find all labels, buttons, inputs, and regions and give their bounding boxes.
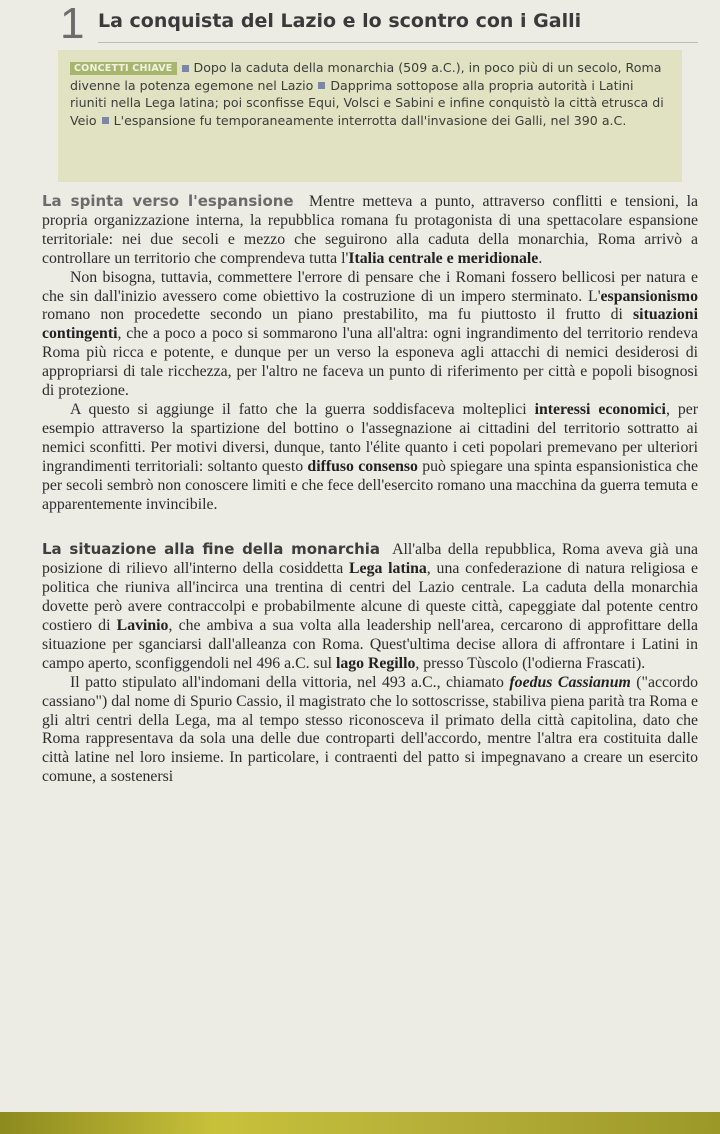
keyword: interessi economici (534, 400, 666, 418)
bullet-square-icon (318, 82, 325, 89)
text-run: , che ambiva a sua volta alla leadership nell'area, cercarono di approfittare della situazione per sganciarsi dall'alleanza con Roma. Quest'ultima decise allora di affrontare i Latini in campo aperto, sconfiggendoli nel 496 a.C. sul (42, 617, 698, 672)
paragraph (42, 674, 698, 787)
text-run: può spiegare una spinta espansionistica che per secoli sembrò non conoscere limiti e che fece dell'esercito romano una macchina da guerra temuta e apparentemente invincibile. (42, 457, 699, 513)
keyword: Lega latina (349, 560, 427, 578)
keyword: Italia centrale e meridionale (348, 249, 539, 267)
bullet-square-icon (182, 65, 189, 72)
chapter-number: 1 (60, 0, 85, 48)
bullet-square-icon (102, 117, 109, 124)
paragraph (42, 540, 698, 673)
text-run: romano non procedette secondo un piano prestabilito, ma fu piuttosto il frutto di (42, 306, 634, 324)
body-text (42, 192, 698, 787)
text-run: All'alba della repubblica, Roma aveva già una posizione di rilievo all'interno della cosiddetta (42, 541, 698, 578)
text-run: , una confederazione di natura religiosa e politica che riuniva all'incirca una trentina di centri del Lazio centrale. La caduta della monarchia dovette però avere contraccolpi e probabilmente alcune di queste città, capeggiate dal potente centro costiero di (42, 560, 699, 635)
keyword: diffuso consenso (307, 457, 418, 475)
text-run: A questo si aggiunge il fatto che la guerra soddisfaceva molteplici (70, 400, 535, 418)
keyword: foedus Cassianum (509, 673, 631, 691)
paragraph (42, 269, 698, 401)
key-concepts-box (58, 50, 682, 182)
page-title: La conquista del Lazio e lo scontro con i Galli (98, 10, 698, 43)
text-run: Il patto stipulato all'indomani della vittoria, nel 493 a.C., chiamato (70, 673, 510, 691)
section-heading: La situazione alla fine della monarchia (42, 540, 381, 559)
keyword: espansionismo (600, 287, 698, 305)
text-run: , per esempio attraverso la spartizione del bottino o l'assegnazione ai cittadini del territorio sottratto ai nemici sconfitti. Per motivi diversi, dunque, tanto l'élite quanto i ceti popolari premevano per ulteriori ingrandimenti territoriali: soltanto questo (42, 400, 698, 475)
key-concept-item: L'espansione fu temporaneamente interrotta dall'invasione dei Galli, nel 390 a.C. (113, 112, 627, 128)
text-run: Mentre metteva a punto, attraverso conflitti e tensioni, la propria organizzazione interna, la repubblica romana fu protagonista di una spettacolare espansione territoriale: nei due secoli e mezzo che seguirono alla caduta della monarchia, Roma arrivò a controllare un territorio che comprendeva tutta l' (42, 193, 698, 267)
keyword: situazioni contingenti (42, 306, 698, 343)
key-concept-item: Dapprima sottopose alla propria autorità i Latini riuniti nella Lega latina; poi sconfisse Equi, Volsci e Sabini e infine conquistò la città etrusca di Veio (70, 77, 664, 128)
key-concepts-label: CONCETTI CHIAVE (70, 62, 177, 75)
decorative-bottom-band (0, 1112, 720, 1134)
text-run: . (538, 249, 543, 267)
paragraph (42, 401, 698, 514)
section-heading: La spinta verso l'espansione (42, 192, 294, 210)
text-run: , presso Tùscolo (l'odierna Frascati). (415, 654, 646, 672)
text-run: Non bisogna, tuttavia, commettere l'errore di pensare che i Romani fossero bellicosi per natura e che sin dall'inizio avessero come obiettivo la costruzione di un impero sterminato. L' (42, 268, 698, 305)
text-run: ("accordo cassiano") dal nome di Spurio Cassio, il magistrato che lo sottoscrisse, stabiliva piena parità tra Roma e gli altri centri della Lega, ma al tempo stesso riconosceva il primato della città capitolina, dato che Roma rappresentava da sola una delle due controparti dell'accordo, mentre l'altra era costituita dalle città latine nel loro insieme. In particolare, i contraenti del patto si impegnavano a creare un esercito comune, a sostenersi (42, 673, 698, 786)
key-concept-item: Dopo la caduta della monarchia (509 a.C.), in poco più di un secolo, Roma divenne la potenza egemone nel Lazio (70, 60, 662, 93)
keyword: lago Regillo (335, 654, 416, 672)
paragraph (42, 192, 698, 269)
keyword: Lavinio (116, 617, 169, 635)
text-run: , che a poco a poco si sommarono l'una all'altra: ogni ingrandimento del territorio rendeva Roma più ricca e potente, e dunque per un verso la esponeva agli attacchi di nemici desiderosi di appropriarsi di tale ricchezza, per l'altro ne faceva un punto di riferimento per città e popoli bisognosi di protezione. (42, 325, 698, 400)
